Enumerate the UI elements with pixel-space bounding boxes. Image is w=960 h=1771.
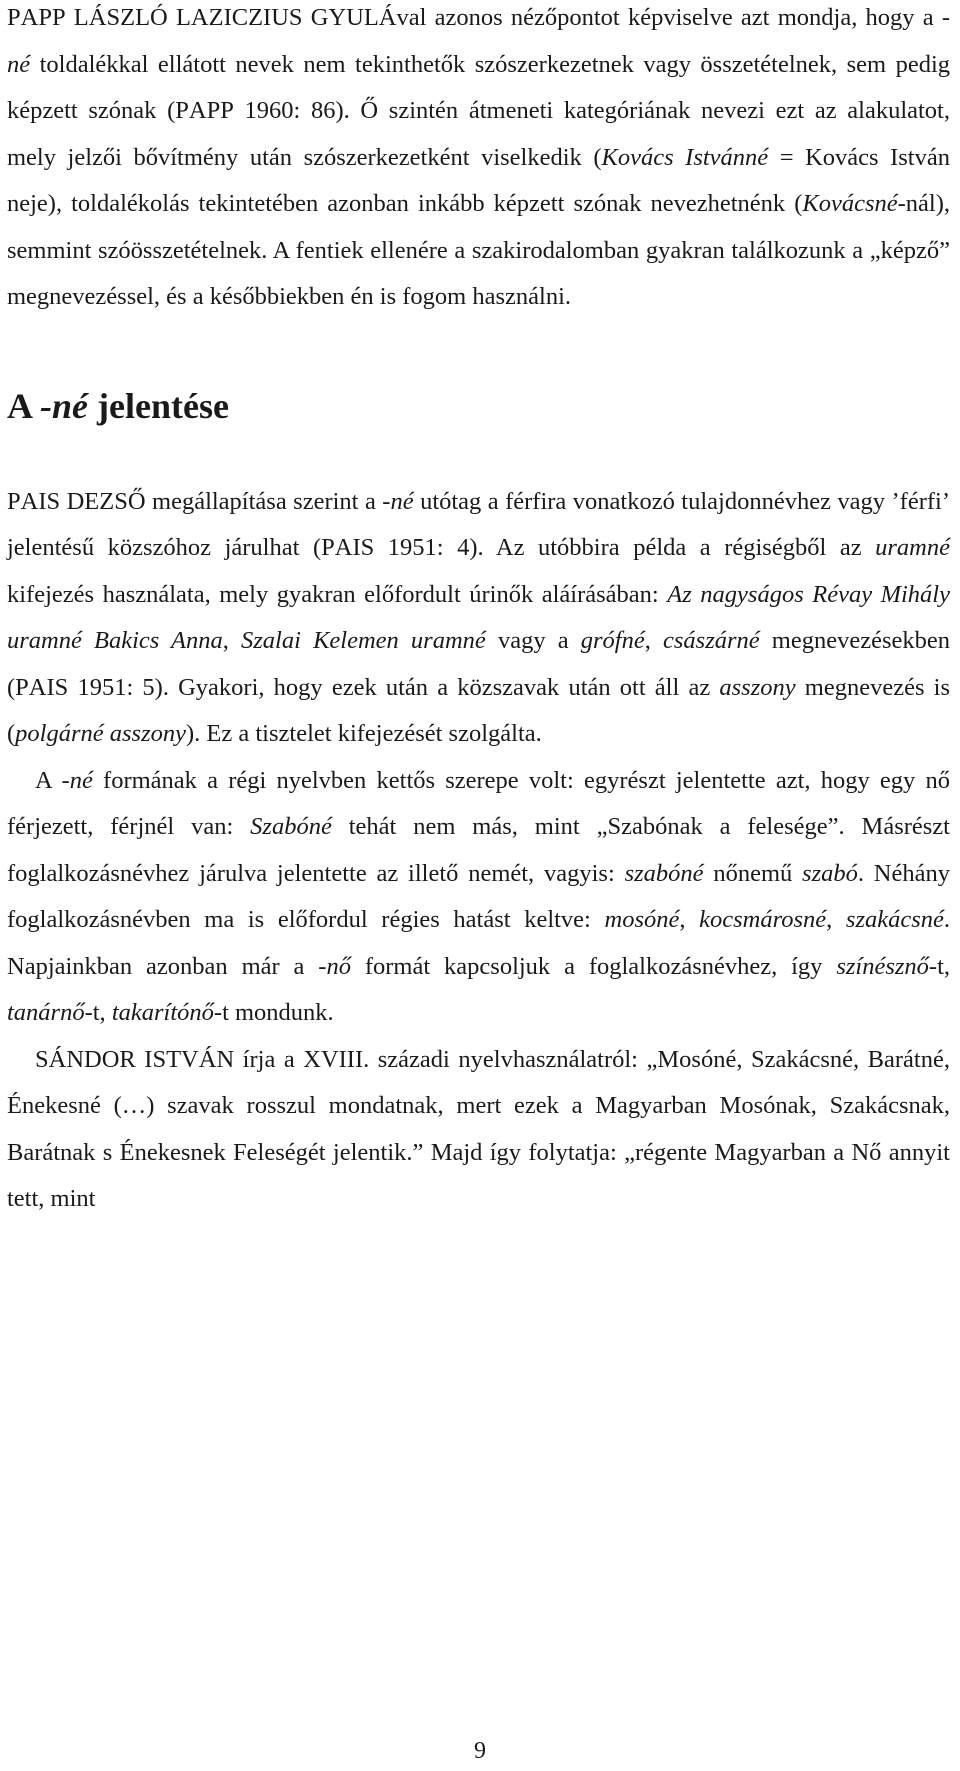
- italic-term: szabóné: [624, 859, 704, 887]
- italic-term: császárné: [663, 627, 760, 654]
- author-name-smallcaps: APP: [20, 4, 66, 31]
- italic-term: szabó: [802, 859, 858, 887]
- italic-term: Kovács Istvánné: [601, 143, 769, 171]
- text-run: toldalékkal ellátott nevek nem tekinthetők szószerkezetnek vagy összetételnek, sem pedig képzett szónak (P: [7, 50, 950, 124]
- italic-term: -né: [7, 4, 951, 78]
- text-run: P: [7, 4, 21, 31]
- text-run: megállapítása szerint a: [145, 487, 383, 515]
- text-run: ,: [826, 906, 846, 933]
- text-run: írja a XVIII. századi nyelvhasználatról: „Mosóné, Szakácsné, Barátné, Énekesné (…) szavak rosszul mondatnak, mert ezek a Magyarban Mosónak, Szakácsnak, Barátnak s Énekesnek Feleségét jelentik.” Majd így folytatja: „régente Magyarban a Nő annyit tett, mint: [7, 1045, 950, 1212]
- text-run: = Kovács István neje), toldalékolás tekintetében azonban inkább képzett szónak nevezhetnénk (: [7, 143, 950, 217]
- paragraph-papp-laziczius: [7, 0, 950, 321]
- text-run: tehát nem más, mint „Szabónak a felesége”. Másrészt foglalkozásnévhez járulva jelentette az illető nemét, vagyis:: [7, 813, 950, 887]
- text-run: kifejezés használata, mely gyakran előfordult úrinők aláírásában:: [7, 580, 668, 608]
- paragraph-pais-dezso: [7, 479, 950, 758]
- text-run: P: [7, 487, 21, 515]
- italic-term: szakácsné: [845, 906, 944, 933]
- author-name-smallcaps: AIS: [20, 487, 61, 515]
- italic-term: Az nagyságos Révay Mihály uramné Bakics Anna: [7, 580, 950, 654]
- text-run: I: [135, 1045, 153, 1073]
- italic-term: Szabóné: [250, 813, 332, 840]
- section-heading: [7, 384, 950, 428]
- text-run: vagy a: [485, 627, 581, 654]
- text-run: val azonos nézőpontot képviselve azt mondja, hogy a: [396, 4, 942, 31]
- paragraph-ne-role: [7, 758, 950, 1037]
- text-run: -t mondunk.: [213, 999, 334, 1026]
- text-run: -t,: [928, 952, 950, 980]
- paragraph-sandor-istvan: [7, 1037, 950, 1223]
- text-run: ,: [644, 627, 664, 654]
- text-run: L: [167, 4, 191, 31]
- text-run: formát kapcsoljuk a foglalkozásnévhez, így: [350, 952, 837, 980]
- heading-suffix: jelentése: [88, 385, 229, 426]
- author-name-smallcaps: APP: [188, 97, 234, 124]
- italic-term: mosóné: [604, 906, 680, 933]
- text-run: ,: [222, 627, 242, 654]
- author-name-smallcaps: AZICZIUS: [190, 4, 303, 31]
- italic-term: grófné: [580, 627, 645, 654]
- text-run: -nál), semmint szóösszetételnek. A fentiek ellenére a szakirodalomban gyakran találkozunk a „képző” megnevezéssel, és a későbbiekben én is fogom használni.: [7, 190, 950, 310]
- text-run: 1951: 5). Gyakori, hogy ezek után a közszavak után ott áll az: [68, 673, 720, 701]
- italic-term: asszony: [719, 673, 796, 701]
- text-run: ). Ez a tisztelet kifejezését szolgálta.: [186, 720, 542, 747]
- italic-term: takarítónő: [111, 999, 214, 1026]
- text-run: D: [60, 487, 85, 515]
- italic-term: -nő: [318, 952, 351, 980]
- text-run: . Napjainkban azonban már a: [7, 906, 951, 980]
- author-name-smallcaps: AIS: [334, 534, 375, 561]
- author-name-smallcaps: ÁNDOR: [48, 1045, 136, 1073]
- text-run: formának a régi nyelvben kettős szerepe volt: egyrészt jelentette azt, hogy egy nő férjezett, férjnél van:: [7, 766, 950, 840]
- text-run: S: [35, 1045, 49, 1073]
- author-name-smallcaps: EZSŐ: [84, 487, 146, 515]
- text-run: A: [35, 766, 62, 794]
- italic-term: színésznő: [836, 952, 929, 980]
- page-number: 9: [474, 1738, 486, 1764]
- text-run: G: [302, 4, 329, 31]
- author-name-smallcaps: STVÁN: [152, 1045, 235, 1073]
- italic-term: -né: [382, 487, 414, 515]
- text-run: 1951: 4). Az utóbbira példa a régiségből az: [374, 534, 876, 561]
- italic-term: -né: [61, 766, 93, 794]
- author-name-smallcaps: ÁSZLÓ: [88, 4, 168, 31]
- text-run: L: [65, 4, 89, 31]
- italic-term: Szalai Kelemen uramné: [241, 627, 486, 654]
- text-run: megnevezésekben (P: [7, 627, 951, 701]
- author-name-smallcaps: YULÁ: [328, 4, 397, 31]
- text-run: nőnemű: [703, 859, 803, 887]
- italic-term: kocsmárosné: [699, 906, 827, 933]
- text-run: megnevezés is (: [7, 673, 950, 747]
- text-run: 1960: 86). Ő szintén átmeneti kategóriának nevezi ezt az alakulatot, mely jelzői bővítmény után szószerkezetként viselkedik (: [7, 97, 950, 171]
- heading-italic-term: -né: [40, 385, 89, 426]
- italic-term: Kovácsné: [802, 190, 898, 217]
- italic-term: polgárné asszony: [15, 720, 186, 747]
- heading-prefix: A: [7, 385, 41, 426]
- italic-term: uramné: [875, 534, 950, 561]
- text-run: ,: [679, 906, 700, 933]
- author-name-smallcaps: AIS: [28, 673, 69, 701]
- italic-term: tanárnő: [7, 999, 85, 1026]
- text-run: -t,: [84, 999, 112, 1026]
- text-run: utótag a férfira vonatkozó tulajdonnévhez vagy ’férfi’ jelentésű közszóhoz járulhat (P: [7, 487, 950, 561]
- text-run: . Néhány foglalkozásnévben ma is előfordul régies hatást keltve:: [7, 859, 950, 933]
